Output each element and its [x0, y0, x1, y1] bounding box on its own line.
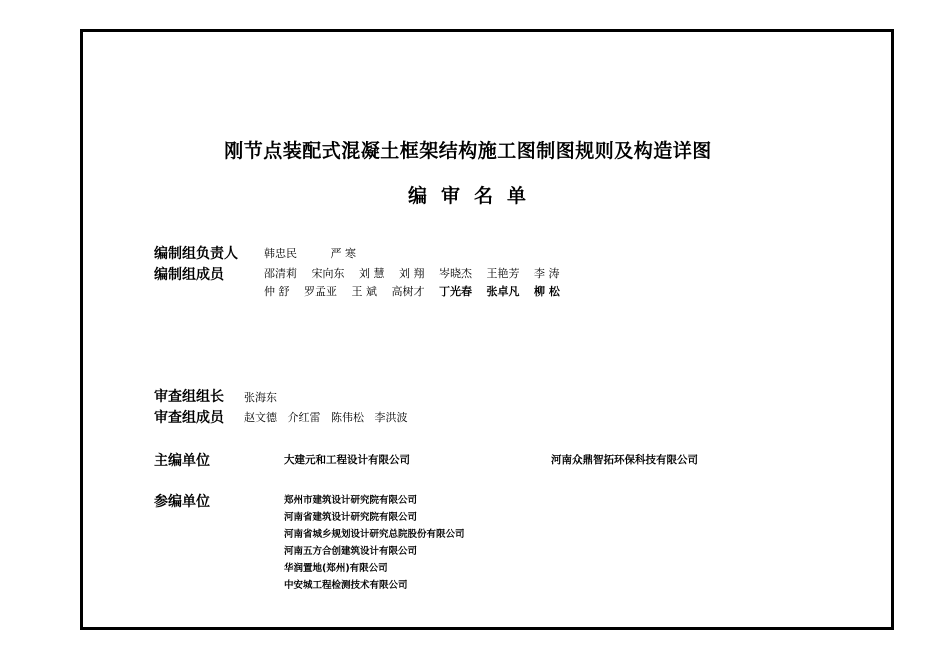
- compile-member-name: 王艳芳: [486, 267, 520, 280]
- review-member-name: 陈伟松: [331, 411, 364, 424]
- compile-member-name: 王 斌: [351, 285, 377, 298]
- participating-unit: 河南省建筑设计研究院有限公司: [284, 512, 418, 523]
- compile-member-name: 高树才: [391, 285, 425, 298]
- participating-unit: 中安城工程检测技术有限公司: [284, 580, 408, 591]
- participating-units-label: 参编单位: [154, 494, 210, 510]
- compile-members-label: 编制组成员: [154, 267, 224, 283]
- participating-unit: 河南五方合创建筑设计有限公司: [284, 546, 418, 557]
- compile-member-name: 丁光春: [439, 285, 472, 298]
- review-members-label: 审查组成员: [154, 410, 224, 426]
- document-title: 刚节点装配式混凝土框架结构施工图制图规则及构造详图: [224, 140, 712, 162]
- compile-leader-label: 编制组负责人: [154, 246, 238, 262]
- compile-member-name: 邵清莉: [264, 267, 297, 280]
- compile-leader-names: [264, 245, 367, 261]
- compile-leader-name: 严 寒: [330, 247, 356, 260]
- review-members-names: [244, 409, 419, 425]
- compile-member-name: 罗孟亚: [304, 285, 337, 298]
- compile-member-name: 李 涛: [534, 267, 560, 280]
- compile-members-row-1: [264, 265, 571, 281]
- compile-member-name: 刘 翔: [399, 267, 425, 280]
- review-member-name: 李洪波: [374, 411, 408, 424]
- compile-members-row-2: [264, 283, 571, 299]
- compile-member-name: 仲 舒: [264, 285, 290, 298]
- review-leader-name: 张海东: [244, 391, 277, 404]
- participating-unit: 河南省城乡规划设计研究总院股份有限公司: [284, 529, 465, 540]
- participating-units-list: [284, 492, 465, 594]
- participating-unit: 华润置地(郑州)有限公司: [284, 563, 388, 574]
- compile-member-name: 岑晓杰: [439, 267, 472, 280]
- document-subtitle: 编审名单: [407, 185, 540, 207]
- compile-member-name: 刘 慧: [359, 267, 385, 280]
- compile-member-name: 张卓凡: [486, 285, 520, 298]
- compile-member-name: 宋向东: [311, 267, 345, 280]
- chief-unit-2: 河南众鼎智拓环保科技有限公司: [551, 454, 698, 466]
- participating-unit: 郑州市建筑设计研究院有限公司: [284, 495, 418, 506]
- compile-leader-name: 韩忠民: [264, 247, 297, 260]
- document-border: [80, 29, 894, 630]
- compile-member-name: 柳 松: [534, 285, 560, 298]
- review-member-name: 赵文德: [244, 411, 277, 424]
- chief-units-label: 主编单位: [154, 453, 210, 469]
- chief-unit-1: 大建元和工程设计有限公司: [284, 454, 410, 466]
- review-leader-label: 审查组组长: [154, 389, 224, 405]
- review-member-name: 介红雷: [287, 411, 321, 424]
